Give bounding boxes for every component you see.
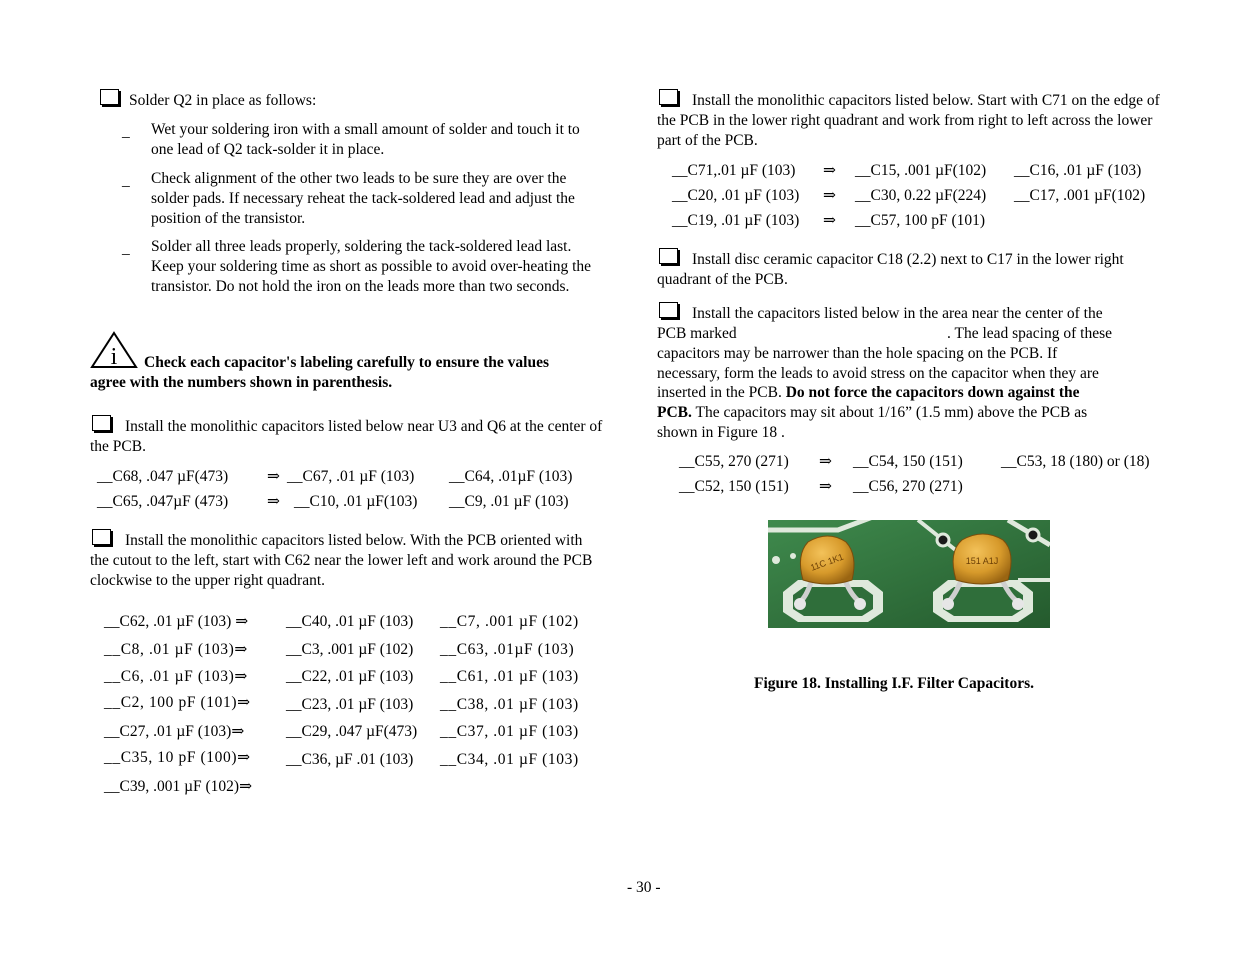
cap2-marking: 151 A1J <box>965 556 999 566</box>
center-line-3: capacitors may be narrower than the hole spacing on the PCB. If <box>657 345 1058 362</box>
cap-c56: __C56, 270 (271) <box>853 478 963 495</box>
c71-instruction: Install the monolithic capacitors listed below. Start with C71 on the edge of the PCB in the lower right quadrant and work from right to left across the lower part of the PCB. <box>657 92 1160 149</box>
center-line-1: Install the capacitors listed below in the area near the center of the <box>692 305 1103 322</box>
cap-c10: __C10, .01 µF(103) <box>294 493 418 510</box>
info-icon-glyph: i <box>110 344 118 370</box>
center-line-5b: Do not force the capacitors down against the <box>785 384 1080 401</box>
cap1-marking: 11C 1K1 <box>809 551 845 573</box>
cap-c54: __C54, 150 (151) <box>853 453 963 470</box>
center-line-5a: inserted in the PCB. <box>657 384 786 401</box>
cap-c71: __C71,.01 µF (103) <box>672 162 796 179</box>
cap-c17: __C17, .001 µF(102) <box>1014 187 1146 204</box>
cap-c53: __C53, 18 (180) or (18) <box>1001 453 1150 470</box>
cap-c61: __C61, .01 µF (103) <box>440 668 579 685</box>
cap-c36: __C36, µF .01 (103) <box>286 751 414 768</box>
cap-c16: __C16, .01 µF (103) <box>1014 162 1142 179</box>
cap-c65: __C65, .047µF (473) <box>97 493 229 510</box>
arrow: ⇒ <box>819 453 832 470</box>
cap-c23: __C23, .01 µF (103) <box>286 696 414 713</box>
arrow: ⇒ <box>267 468 280 485</box>
cap-c57: __C57, 100 pF (101) <box>855 212 986 229</box>
arrow: ⇒ <box>823 162 836 179</box>
note-line-1: Check each capacitor's labeling carefully to ensure the values <box>144 354 549 371</box>
cap-c62: __C62, .01 µF (103) ⇒ <box>104 613 249 630</box>
cap-c55: __C55, 270 (271) <box>679 453 789 470</box>
page-number: - 30 - <box>627 879 661 896</box>
pcb-capacitors-illustration <box>768 520 1050 628</box>
cap-c63: __C63, .01µF (103) <box>440 641 575 658</box>
cap-c40: __C40, .01 µF (103) <box>286 613 414 630</box>
arrow: ⇒ <box>823 212 836 229</box>
center-line-5 <box>657 383 1080 403</box>
c18-instruction: Install disc ceramic capacitor C18 (2.2) next to C17 in the lower right quadrant of the PCB. <box>657 251 1124 288</box>
info-warning-icon <box>89 330 139 370</box>
center-line-2a: PCB marked <box>657 325 737 342</box>
figure-18-caption: Figure 18. Installing I.F. Filter Capacitors. <box>754 675 1035 692</box>
note-line-2: agree with the numbers shown in parenthesis. <box>90 374 393 391</box>
cap-c8: __C8, .01 µF (103)⇒ <box>104 641 248 658</box>
cap-c9: __C9, .01 µF (103) <box>449 493 569 510</box>
cap-c30: __C30, 0.22 µF(224) <box>855 187 987 204</box>
cap-c52: __C52, 150 (151) <box>679 478 789 495</box>
cap-c20: __C20, .01 µF (103) <box>672 187 800 204</box>
cap-c38: __C38, .01 µF (103) <box>440 696 579 713</box>
center-line-7: shown in Figure 18 . <box>657 424 785 441</box>
cap-c29: __C29, .047 µF(473) <box>286 723 418 740</box>
q2-instruction: Solder Q2 in place as follows: <box>129 92 317 109</box>
center-line-6b: The capacitors may sit about 1/16” (1.5 mm) above the PCB as <box>691 404 1088 421</box>
q2-step-2-mark: _ <box>122 172 130 189</box>
q2-step-1-mark: _ <box>122 123 130 140</box>
clockwise-instruction: Install the monolithic capacitors listed below. With the PCB oriented with the cutout to the left, start with C62 near the lower left and work around the PCB clockwise to the upper right quadrant. <box>90 532 593 589</box>
checkbox-q2[interactable] <box>100 89 119 105</box>
cap-c39: __C39, .001 µF (102)⇒ <box>104 778 253 795</box>
q2-step-3-text: Solder all three leads properly, soldering the tack-soldered lead last. Keep your soldering time as short as possible to avoid over-heating the transistor. Do not hold the iron on the leads more than two seconds. <box>151 238 592 295</box>
cap-c37: __C37, .01 µF (103) <box>440 723 579 740</box>
arrow: ⇒ <box>823 187 836 204</box>
cap-c7: __C7, .001 µF (102) <box>440 613 579 630</box>
q2-step-1-text: Wet your soldering iron with a small amount of solder and touch it to one lead of Q2 tack-solder it in place. <box>151 121 580 158</box>
cap-c34: __C34, .01 µF (103) <box>440 751 579 768</box>
center-line-6 <box>657 403 1087 423</box>
cap-c2: __C2, 100 pF (101)⇒ <box>104 694 251 711</box>
center-line-6a: PCB. <box>657 404 692 421</box>
cap-c15: __C15, .001 µF(102) <box>855 162 987 179</box>
cap-c22: __C22, .01 µF (103) <box>286 668 414 685</box>
cap-c19: __C19, .01 µF (103) <box>672 212 800 229</box>
cap-c6: __C6, .01 µF (103)⇒ <box>104 668 248 685</box>
cap-c64: __C64, .01µF (103) <box>449 468 573 485</box>
figure-18-photo <box>768 520 1050 628</box>
center-line-4: necessary, form the leads to avoid stress on the capacitor when they are <box>657 365 1099 382</box>
checkbox-center[interactable] <box>659 302 678 318</box>
q2-step-3-mark: _ <box>122 240 130 257</box>
q2-step-2-text: Check alignment of the other two leads to be sure they are over the solder pads. If necessary reheat the tack-soldered lead and adjust the position of the transistor. <box>151 170 575 227</box>
cap-c68: __C68, .047 µF(473) <box>97 468 229 485</box>
cap-c3: __C3, .001 µF (102) <box>286 641 414 658</box>
cap-c27: __C27, .01 µF (103)⇒ <box>104 723 245 740</box>
u3-q6-instruction: Install the monolithic capacitors listed below near U3 and Q6 at the center of the PCB. <box>90 418 603 455</box>
arrow: ⇒ <box>819 478 832 495</box>
cap-c67: __C67, .01 µF (103) <box>287 468 415 485</box>
cap-c35: __C35, 10 pF (100)⇒ <box>104 749 251 766</box>
center-line-2b: . The lead spacing of these <box>947 325 1112 342</box>
arrow: ⇒ <box>267 493 280 510</box>
